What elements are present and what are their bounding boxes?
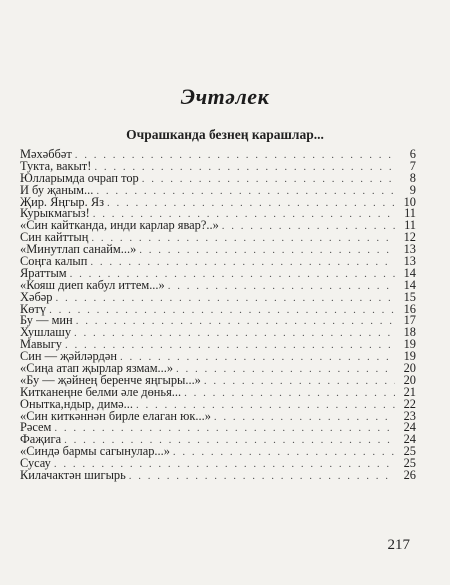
toc-entry-page: 9 — [409, 182, 416, 197]
toc-entry[interactable] — [20, 408, 416, 423]
toc-entry-title: Фаҗига — [20, 432, 62, 447]
page-title: Эчтәлек — [180, 84, 270, 109]
toc-entry-title: Мәхәббәт — [20, 147, 72, 161]
dot-leader — [214, 412, 395, 424]
toc-entry-page: 8 — [409, 170, 416, 185]
section-subtitle: Очрашканда безнең карашлар... — [126, 127, 324, 142]
toc-entry-page: 17 — [403, 313, 416, 328]
dot-leader — [107, 198, 395, 210]
toc-entry-title: Мавыгу — [20, 337, 62, 352]
toc-entry-title: Җир. Яңгыр. Яз — [20, 194, 104, 209]
dot-leader — [76, 316, 395, 328]
dot-leader — [91, 233, 395, 245]
toc-entry-title: Тукта, вакыт! — [20, 158, 92, 173]
toc-entry-page: 13 — [403, 242, 416, 257]
toc-entry-page: 14 — [403, 265, 416, 280]
toc-entry-page: 10 — [403, 194, 416, 209]
toc-entry-title: Китканеңне белми әле дөнья... — [20, 384, 182, 399]
dot-leader — [142, 174, 395, 186]
toc-entry-page: 13 — [403, 254, 416, 269]
toc-entry-title: Юлларымда очрап тор — [20, 170, 139, 185]
toc-entry-title: «Син кайтканда, инди карлар явар?..» — [20, 218, 219, 233]
toc-entry-page: 7 — [409, 158, 416, 173]
toc-entry-title: Яраттым — [20, 265, 67, 280]
toc-entry-page: 23 — [403, 408, 416, 423]
toc-entry[interactable] — [20, 289, 416, 304]
toc-entry-title: «Кояш диеп кабул иттем...» — [20, 277, 165, 292]
toc-entry-title: И бу җаным... — [20, 182, 94, 197]
toc-entry-title: Сусау — [20, 456, 51, 471]
toc-entry-title: Хәбәр — [20, 289, 53, 304]
toc-entry-title: Соңга калып — [20, 254, 88, 269]
toc-entry-title: «Синдә бармы сагынулар...» — [20, 444, 170, 459]
toc-entry[interactable] — [20, 301, 416, 316]
dot-leader — [222, 221, 395, 233]
toc-entry-page: 6 — [409, 147, 416, 161]
toc-entry-page: 19 — [403, 349, 416, 364]
toc-entry[interactable] — [20, 446, 416, 458]
toc-entry[interactable] — [20, 327, 416, 339]
dot-leader — [74, 328, 395, 340]
toc-entry-title: Син кайттың — [20, 230, 89, 245]
toc-entry-page: 18 — [403, 325, 416, 340]
dot-leader — [94, 162, 395, 174]
toc-entry-title: «Сиңа атап җырлар язмам...» — [20, 361, 174, 376]
toc-entry-page: 24 — [403, 432, 416, 447]
toc-entry[interactable] — [20, 422, 416, 434]
toc-entry-title: «Бу — җәйнең беренче яңгыры...» — [20, 372, 201, 387]
toc-entry-page: 25 — [403, 444, 416, 459]
page-number: 217 — [387, 537, 410, 553]
dot-leader — [168, 281, 395, 293]
dot-leader — [49, 305, 395, 317]
dot-leader — [184, 388, 395, 400]
dot-leader — [96, 186, 395, 198]
toc-entry-title: Хушлашу — [20, 325, 72, 340]
toc-entry-title: Син — җәйләрдән — [20, 349, 117, 364]
dot-leader — [139, 245, 395, 257]
toc-entry[interactable] — [20, 277, 416, 292]
toc-entry-page: 25 — [403, 456, 416, 471]
toc-entry-title: Килачактән шигырь — [20, 468, 126, 483]
toc-entry-page: 15 — [403, 289, 416, 304]
dot-leader — [173, 447, 395, 459]
toc-entry-page: 12 — [403, 230, 416, 245]
toc-entry-page: 21 — [403, 384, 416, 399]
toc-entry-page: 24 — [403, 420, 416, 435]
dot-leader — [55, 293, 395, 305]
dot-leader — [129, 471, 395, 483]
toc-entry-title: «Минутлап санайм...» — [20, 242, 137, 257]
table-of-contents — [20, 149, 416, 482]
toc-entry-page: 20 — [403, 361, 416, 376]
toc-entry-title: Көтү — [20, 301, 47, 316]
toc-entry-page: 11 — [404, 218, 416, 233]
dot-leader — [90, 257, 395, 269]
toc-entry[interactable] — [20, 256, 416, 268]
toc-entry-title: Бу — мин — [20, 313, 73, 328]
toc-entry-page: 19 — [403, 337, 416, 352]
toc-entry-page: 16 — [403, 301, 416, 316]
dot-leader — [75, 150, 395, 162]
toc-entry[interactable] — [20, 315, 416, 327]
dot-leader — [204, 376, 395, 388]
toc-entry-page: 11 — [404, 206, 416, 221]
toc-entry-page: 20 — [403, 372, 416, 387]
toc-entry-title: Рәсем — [20, 420, 52, 435]
toc-entry-title: Курыкмагыз! — [20, 206, 90, 221]
toc-entry[interactable] — [20, 470, 416, 482]
toc-entry-page: 14 — [403, 277, 416, 292]
toc-entry-title: Онытка,ндыр, димә... — [20, 396, 133, 411]
dot-leader — [176, 364, 395, 376]
dot-leader — [54, 423, 395, 435]
toc-entry-page: 26 — [403, 468, 416, 483]
toc-entry-page: 22 — [403, 396, 416, 411]
toc-entry-title: «Син киткәннән бирле елаган юк...» — [20, 408, 211, 423]
